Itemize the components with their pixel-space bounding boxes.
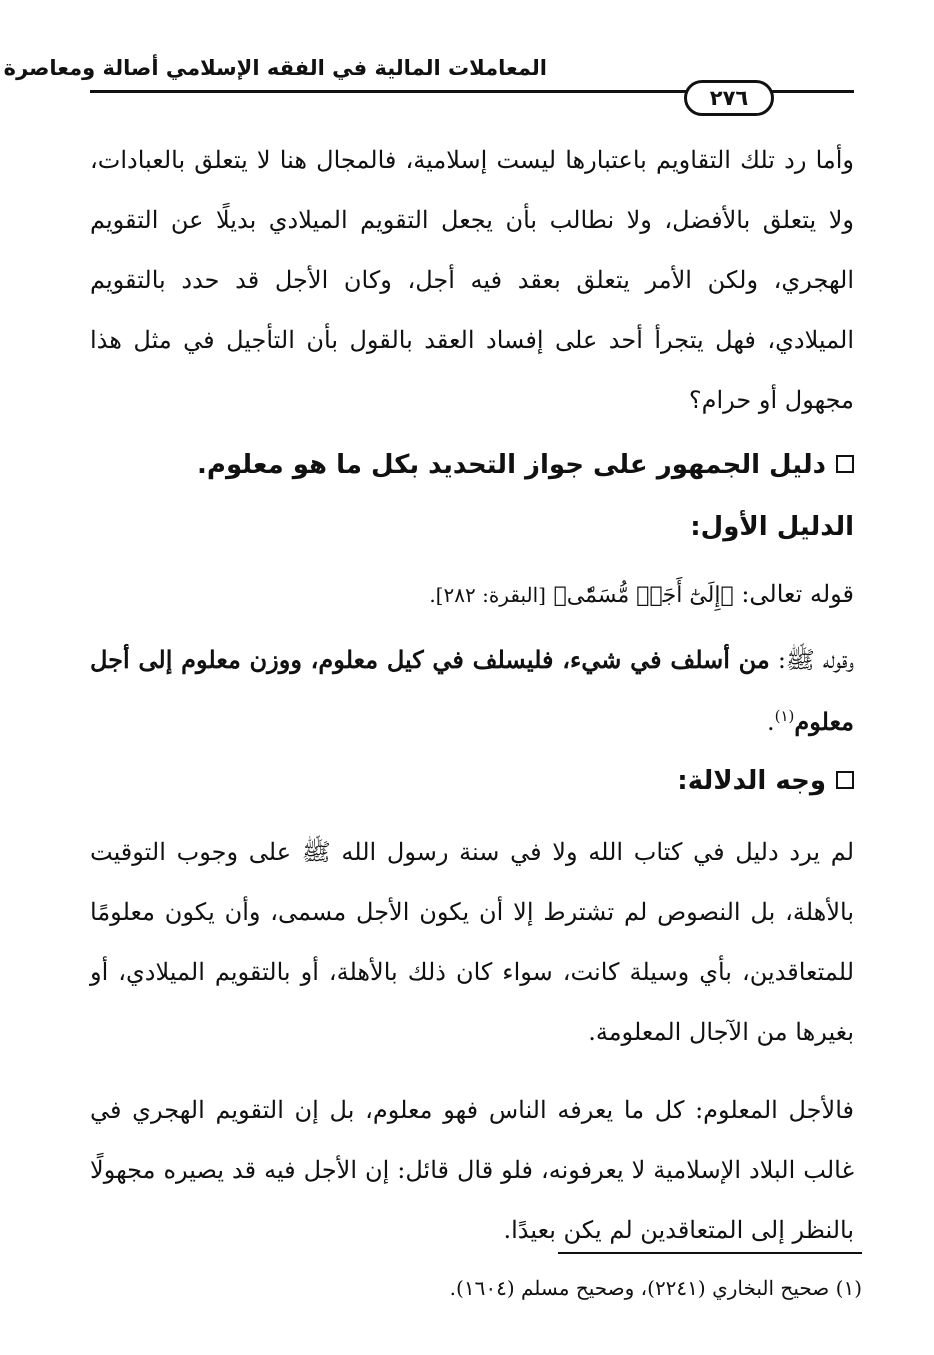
footnote-marker: (١) bbox=[774, 707, 795, 725]
square-bullet-icon bbox=[836, 771, 854, 789]
paragraph-1: وأما رد تلك التقاويم باعتبارها ليست إسلامية، فالمجال هنا لا يتعلق بالعبادات، ولا يتعلق بالأفضل، ولا نطالب بأن يجعل التقويم الميلادي بديلًا عن التقويم الهجري، ولكن الأمر يتعلق بعقد فيه أجل، وكان الأجل قد حدد بالتقويم الميلادي، فهل يتجرأ أحد على إفساد العقد بالقول بأن التأجيل في مثل هذا مجهول أو حرام؟ bbox=[90, 146, 854, 414]
hadith-text: من أسلف في شيء، فليسلف في كيل معلوم، ووزن معلوم إلى أجل معلوم bbox=[90, 645, 854, 736]
footnote-rule bbox=[558, 1252, 862, 1254]
square-bullet-icon bbox=[836, 455, 854, 473]
paragraph-1-block bbox=[90, 130, 854, 430]
verse-intro: قوله تعالى: bbox=[741, 580, 854, 608]
hadith-intro: وقوله ﷺ: bbox=[777, 646, 854, 674]
section-heading-text: وجه الدلالة: bbox=[677, 766, 826, 796]
subheading-first-evidence: الدليل الأول: bbox=[690, 512, 854, 542]
running-header-title: المعاملات المالية في الفقه الإسلامي أصالة ومعاصرة bbox=[3, 56, 547, 80]
verse-block bbox=[90, 566, 854, 624]
page-number-badge bbox=[684, 80, 774, 116]
section-heading-indication bbox=[90, 766, 854, 796]
paragraph-2: لم يرد دليل في كتاب الله ولا في سنة رسول الله ﷺ على وجوب التوقيت بالأهلة، بل النصوص لم تشترط إلا أن يكون الأجل مسمى، وأن يكون معلومًا للمتعاقدين، بأي وسيلة كانت، سواء كان ذلك بالأهلة، أو بالتقويم الميلادي، أو بغيرها من الآجال المعلومة. bbox=[90, 838, 854, 1046]
heading-3-block bbox=[90, 766, 854, 796]
section-heading-text: دليل الجمهور على جواز التحديد بكل ما هو معلوم. bbox=[197, 450, 826, 480]
heading-1-block bbox=[90, 450, 854, 480]
verse-line bbox=[90, 566, 854, 624]
page-number: ٢٧٦ bbox=[709, 86, 749, 110]
hadith-paragraph bbox=[90, 632, 854, 750]
paragraph-2-block bbox=[90, 822, 854, 1062]
section-heading-evidence bbox=[90, 450, 854, 480]
footnote: (١) صحيح البخاري (٢٢٤١)، وصحيح مسلم (١٦٠٤). bbox=[449, 1276, 862, 1300]
verse-reference: [البقرة: ٢٨٢]. bbox=[429, 583, 546, 607]
heading-2-block bbox=[90, 512, 854, 542]
hadith-block bbox=[90, 632, 854, 750]
quran-verse: ﴿إِلَىٰٓ أَجَلٖ مُّسَمّٗى﴾ bbox=[553, 583, 734, 608]
hadith-end: . bbox=[766, 708, 775, 736]
paragraph-3-block bbox=[90, 1080, 854, 1260]
paragraph-3: فالأجل المعلوم: كل ما يعرفه الناس فهو معلوم، بل إن التقويم الهجري في غالب البلاد الإسلامية لا يعرفونه، فلو قال قائل: إن الأجل فيه قد يصيره مجهولًا بالنظر إلى المتعاقدين لم يكن بعيدًا. bbox=[90, 1096, 855, 1244]
